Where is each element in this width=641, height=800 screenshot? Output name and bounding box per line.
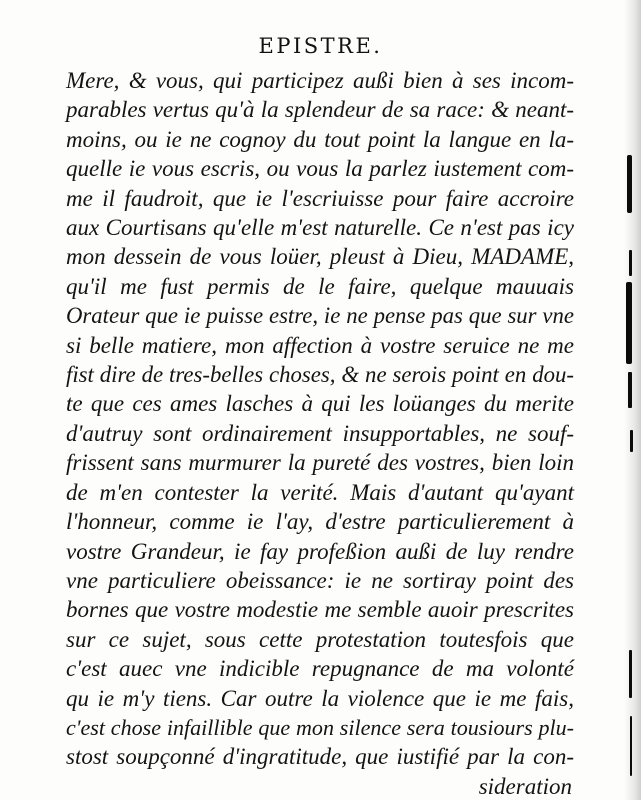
scan-edge-mark <box>629 650 632 698</box>
text-line-catchword: sideration <box>478 773 572 799</box>
text-line: te que ces ames lasches à qui les loüanges du merite <box>66 391 574 417</box>
text-line: moins, ou ie ne cognoy du tout point la langue en la- <box>66 126 574 152</box>
scan-edge-mark <box>629 250 632 276</box>
scan-edge-mark <box>626 282 632 364</box>
text-line: de m'en contester la verité. Mais d'autant qu'ayant <box>66 479 574 505</box>
text-line: l'honneur, comme ie l'ay, d'estre particulierement à <box>66 509 574 535</box>
text-line: stost soupçonné d'ingratitude, que iustifié par la con- <box>66 744 574 770</box>
text-line: c'est auec vne indicible repugnance de ma volonté <box>66 656 574 682</box>
scan-edge-mark <box>624 0 641 800</box>
scan-edge-mark <box>628 372 632 408</box>
text-line: Mere, & vous, qui participez außi bien à ses incom- <box>66 68 574 93</box>
text-line: mon dessein de vous loüer, pleust à Dieu, MADAME, <box>66 244 574 270</box>
text-line: si belle matiere, mon affection à vostre seruice ne me <box>66 332 574 358</box>
text-line: bornes que vostre modestie me semble auoir prescrites <box>66 597 574 623</box>
scan-edge-mark <box>627 155 632 213</box>
text-line: aux Courtisans qu'elle m'est naturelle. Ce n'est pas icy <box>66 215 574 241</box>
text-line: qu'il me fust permis de le faire, quelque mauuais <box>66 273 574 299</box>
text-line: fist dire de tres-belles choses, & ne serois point en dou- <box>66 362 574 388</box>
text-line: parables vertus qu'à la splendeur de sa race: & neant- <box>66 97 574 123</box>
text-line: frissent sans murmurer la pureté des vostres, bien loin <box>66 450 574 476</box>
text-line: c'est chose infaillible que mon silence sera tousiours plu- <box>66 714 574 740</box>
text-line: sur ce sujet, sous cette protestation toutesfois que <box>66 626 574 652</box>
scan-edge-mark <box>630 716 632 776</box>
scan-edge-mark <box>630 430 633 452</box>
text-line: quelle ie vous escris, ou vous la parlez iustement com- <box>66 156 574 182</box>
page-header: EPISTRE. <box>258 34 383 58</box>
text-line: Orateur que ie puisse estre, ie ne pense pas que sur vne <box>66 303 574 329</box>
text-line: qu ie m'y tiens. Car outre la violence que ie me fais, <box>66 685 574 711</box>
text-line: vostre Grandeur, ie fay profeßion außi de luy rendre <box>66 538 574 564</box>
body-text <box>66 66 574 800</box>
text-line: vne particuliere obeissance: ie ne sortiray point des <box>66 567 574 593</box>
text-line: me il faudroit, que ie l'escriuisse pour faire accroire <box>66 185 574 211</box>
text-line: d'autruy sont ordinairement insupportables, ne souf- <box>66 420 574 446</box>
